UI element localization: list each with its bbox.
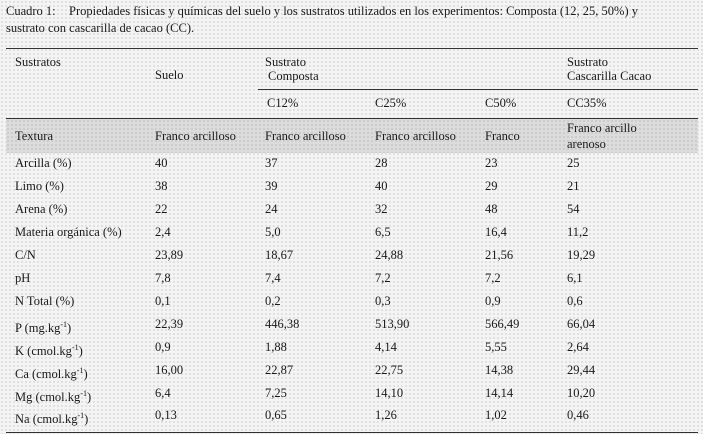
cell-cc35: 0,6 bbox=[567, 294, 583, 308]
textura-suelo: Franco arcilloso bbox=[155, 129, 236, 143]
row-label-suffix: ) bbox=[83, 367, 88, 382]
row-label-text: Arcilla (%) bbox=[15, 156, 72, 170]
cell-c50: 16,4 bbox=[485, 225, 507, 239]
row-label-text: Arena (%) bbox=[15, 202, 68, 216]
cell-cc35: 19,29 bbox=[567, 248, 596, 262]
textura-c50: Franco bbox=[485, 129, 520, 143]
caption-text-1: Propiedades físicas y químicas del suelo y los sustratos utilizados en los experimentos: Composta (12, 25, 50%) y bbox=[69, 4, 639, 18]
row-label-superscript: -1 bbox=[60, 320, 68, 329]
row-label-suffix: ) bbox=[86, 390, 92, 405]
cell-suelo: 38 bbox=[155, 179, 168, 193]
row-label-text: C/N bbox=[15, 248, 36, 262]
subheader-c25: C25% bbox=[375, 96, 407, 110]
cell-c12: 37 bbox=[265, 156, 278, 170]
subheader-c50: C50% bbox=[485, 96, 517, 110]
cell-c50: 7,2 bbox=[485, 271, 501, 285]
row-label-text: Mg (cmol.kg bbox=[15, 390, 81, 405]
row-label bbox=[15, 202, 67, 217]
caption-line-2 bbox=[6, 20, 696, 37]
row-label-text: Materia orgánica (%) bbox=[15, 225, 122, 239]
row-label bbox=[15, 294, 74, 309]
cell-c12: 18,67 bbox=[265, 248, 294, 262]
row-label-superscript: -1 bbox=[71, 343, 79, 352]
cell-suelo: 16,00 bbox=[155, 363, 184, 377]
row-label-text: pH bbox=[15, 271, 31, 285]
row-label bbox=[15, 248, 36, 263]
cell-c12: 0,65 bbox=[265, 408, 287, 422]
cell-c50: 14,38 bbox=[485, 363, 514, 377]
table-top-rule bbox=[6, 48, 698, 49]
header-cc-line1: Sustrato bbox=[567, 55, 608, 69]
cell-suelo: 0,1 bbox=[155, 294, 171, 308]
row-label bbox=[15, 156, 72, 171]
cell-cc35: 2,64 bbox=[567, 340, 589, 354]
row-label bbox=[15, 179, 64, 194]
cell-c12: 22,87 bbox=[265, 363, 294, 377]
cell-c25: 40 bbox=[375, 179, 388, 193]
cell-suelo: 23,89 bbox=[155, 248, 184, 262]
row-label-superscript: -1 bbox=[76, 366, 84, 375]
row-label bbox=[15, 386, 91, 405]
cell-suelo: 22,39 bbox=[155, 317, 184, 331]
cell-cc35: 10,20 bbox=[567, 386, 596, 400]
cell-c25: 0,3 bbox=[375, 294, 391, 308]
subheader-rule bbox=[258, 89, 698, 90]
caption-text-2: sustrato con cascarilla de cacao (CC). bbox=[6, 21, 195, 35]
cell-suelo: 0,9 bbox=[155, 340, 171, 354]
cell-cc35: 11,2 bbox=[567, 225, 589, 239]
textura-cc-line1: Franco arcillo bbox=[567, 121, 637, 135]
row-label-text: K (cmol.kg bbox=[15, 344, 72, 359]
textura-c25: Franco arcilloso bbox=[375, 129, 456, 143]
cell-suelo: 2,4 bbox=[155, 225, 171, 239]
cell-c12: 7,4 bbox=[265, 271, 281, 285]
row-label bbox=[15, 363, 88, 382]
cell-suelo: 0,13 bbox=[155, 408, 177, 422]
cell-c50: 566,49 bbox=[485, 317, 520, 331]
caption-line-1 bbox=[6, 3, 696, 20]
cell-c50: 48 bbox=[485, 202, 498, 216]
cell-c25: 7,2 bbox=[375, 271, 391, 285]
cell-cc35: 0,46 bbox=[567, 408, 589, 422]
cell-c50: 1,02 bbox=[485, 408, 507, 422]
cell-c50: 5,55 bbox=[485, 340, 507, 354]
cell-c12: 39 bbox=[265, 179, 278, 193]
row-label-text: Na (cmol.kg bbox=[15, 412, 78, 427]
cell-c25: 24,88 bbox=[375, 248, 404, 262]
row-label-suffix: ) bbox=[67, 321, 72, 336]
cell-c50: 0,9 bbox=[485, 294, 501, 308]
textura-cc-line2: arenoso bbox=[567, 137, 606, 151]
cell-c50: 14,14 bbox=[485, 386, 514, 400]
cell-cc35: 25 bbox=[567, 156, 580, 170]
table-bottom-rule bbox=[6, 432, 698, 433]
row-label bbox=[15, 225, 122, 240]
cell-c12: 5,0 bbox=[265, 225, 281, 239]
cell-c12: 7,25 bbox=[265, 386, 287, 400]
row-label bbox=[15, 408, 88, 427]
row-label bbox=[15, 271, 30, 286]
cell-cc35: 21 bbox=[567, 179, 580, 193]
cell-c12: 24 bbox=[265, 202, 278, 216]
subheader-cc35: CC35% bbox=[567, 96, 607, 110]
row-label bbox=[15, 340, 83, 359]
row-label-superscript: -1 bbox=[77, 411, 85, 420]
cell-suelo: 22 bbox=[155, 202, 168, 216]
cell-c25: 32 bbox=[375, 202, 388, 216]
header-suelo: Suelo bbox=[155, 68, 184, 82]
row-label-text: P (mg.kg bbox=[15, 321, 61, 336]
cell-c12: 0,2 bbox=[265, 294, 281, 308]
row-label-suffix: ) bbox=[78, 344, 83, 359]
cell-suelo: 7,8 bbox=[155, 271, 171, 285]
cell-c50: 21,56 bbox=[485, 248, 514, 262]
cell-c25: 6,5 bbox=[375, 225, 391, 239]
header-composta-line1: Sustrato bbox=[265, 55, 306, 69]
cell-cc35: 66,04 bbox=[567, 317, 596, 331]
cell-cc35: 6,1 bbox=[567, 271, 583, 285]
cell-c50: 23 bbox=[485, 156, 498, 170]
row-label bbox=[15, 317, 71, 336]
cell-c25: 4,14 bbox=[375, 340, 397, 354]
row-label-text: Limo (%) bbox=[15, 179, 64, 193]
textura-label: Textura bbox=[15, 129, 53, 143]
row-label-text: N Total (%) bbox=[15, 294, 75, 308]
row-label-suffix: ) bbox=[84, 412, 89, 427]
table-caption bbox=[6, 3, 696, 37]
row-label-superscript: -1 bbox=[80, 389, 87, 398]
cell-suelo: 40 bbox=[155, 156, 168, 170]
cell-c12: 1,88 bbox=[265, 340, 287, 354]
cell-cc35: 29,44 bbox=[567, 363, 596, 377]
header-cc-line2: Cascarilla Cacao bbox=[567, 69, 652, 83]
cell-c25: 28 bbox=[375, 156, 388, 170]
row-label-text: Ca (cmol.kg bbox=[15, 367, 77, 382]
cell-c25: 22,75 bbox=[375, 363, 404, 377]
header-composta-line2: Composta bbox=[268, 69, 319, 83]
cell-c25: 513,90 bbox=[375, 317, 410, 331]
cell-cc35: 54 bbox=[567, 202, 580, 216]
cell-c12: 446,38 bbox=[265, 317, 300, 331]
cell-c25: 1,26 bbox=[375, 408, 397, 422]
cell-c50: 29 bbox=[485, 179, 498, 193]
caption-label: Cuadro 1: bbox=[6, 4, 56, 18]
cell-c25: 14,10 bbox=[375, 386, 404, 400]
cell-suelo: 6,4 bbox=[155, 386, 171, 400]
textura-c12: Franco arcilloso bbox=[265, 129, 346, 143]
subheader-c12: C12% bbox=[267, 96, 299, 110]
header-sustratos: Sustratos bbox=[15, 55, 61, 69]
